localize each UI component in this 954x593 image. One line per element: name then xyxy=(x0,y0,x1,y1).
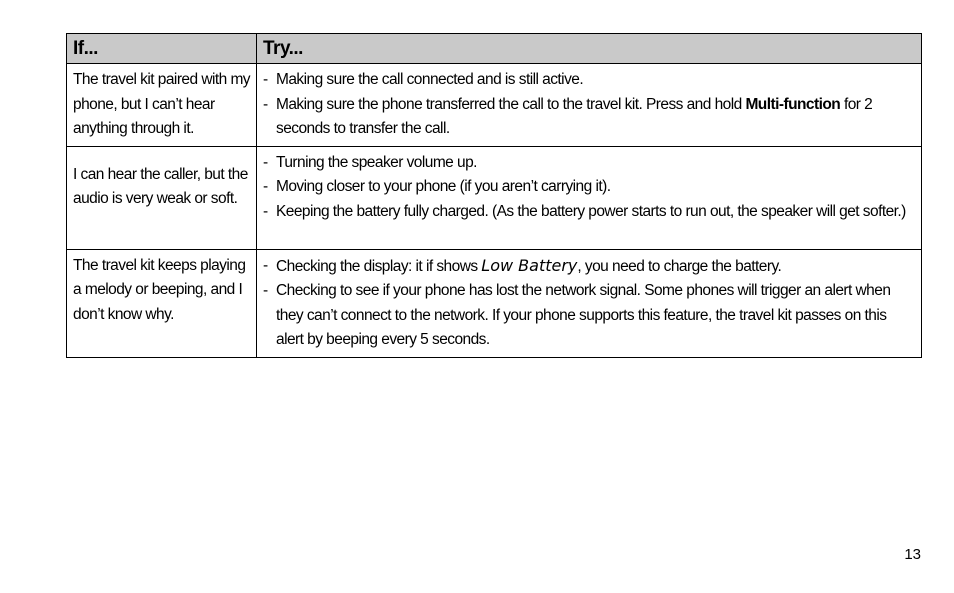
try-text: Turning the speaker volume up. xyxy=(276,153,477,171)
try-list xyxy=(263,254,915,353)
table-row xyxy=(67,249,922,357)
try-cell xyxy=(257,249,922,357)
try-list xyxy=(263,151,915,225)
bullet-dash: - xyxy=(263,202,268,220)
bullet-dash: - xyxy=(263,95,268,113)
bullet-dash: - xyxy=(263,256,268,274)
if-cell: I can hear the caller, but the audio is very weak or soft. xyxy=(67,146,257,249)
troubleshooting-table xyxy=(66,33,922,358)
try-text: Checking to see if your phone has lost the network signal. Some phones will trigger an alert when they can’t connect to the network. If your phone supports this feature, the travel kit passes on this alert by beeping every 5 seconds. xyxy=(276,282,891,348)
table-row xyxy=(67,146,922,249)
list-item xyxy=(263,151,915,176)
list-item xyxy=(263,279,915,353)
try-cell xyxy=(257,64,922,147)
list-item xyxy=(263,254,915,280)
try-text: Keeping the battery fully charged. (As the battery power starts to run out, the speaker will get softer.) xyxy=(276,202,906,220)
if-cell: The travel kit keeps playing a melody or beeping, and I don’t know why. xyxy=(67,249,257,357)
button-name: Multi-function xyxy=(745,95,841,113)
list-item xyxy=(263,200,915,225)
try-text-pre: Making sure the phone transferred the call to the travel kit. Press and hold xyxy=(276,95,746,113)
header-if: If... xyxy=(67,34,257,64)
try-text: Making sure the call connected and is still active. xyxy=(276,71,584,88)
table-header-row xyxy=(67,34,922,64)
try-text-post: , you need to charge the battery. xyxy=(577,257,782,275)
display-text: Low Battery xyxy=(481,255,578,275)
try-text: Moving closer to your phone (if you aren’t carrying it). xyxy=(276,178,611,195)
table-row xyxy=(67,64,922,147)
bullet-dash: - xyxy=(263,71,268,88)
list-item xyxy=(263,93,915,142)
header-try: Try... xyxy=(257,34,922,64)
bullet-dash: - xyxy=(263,153,268,171)
try-text-post: for 2 seconds to transfer the call. xyxy=(276,95,873,137)
try-list xyxy=(263,68,915,142)
try-text-pre: Checking the display: it if shows xyxy=(276,257,482,275)
try-cell xyxy=(257,146,922,249)
list-item xyxy=(263,68,915,93)
list-item xyxy=(263,175,915,200)
if-cell: The travel kit paired with my phone, but I can’t hear anything through it. xyxy=(67,64,257,147)
bullet-dash: - xyxy=(263,178,268,195)
page-number: 13 xyxy=(904,546,921,563)
bullet-dash: - xyxy=(263,282,268,299)
